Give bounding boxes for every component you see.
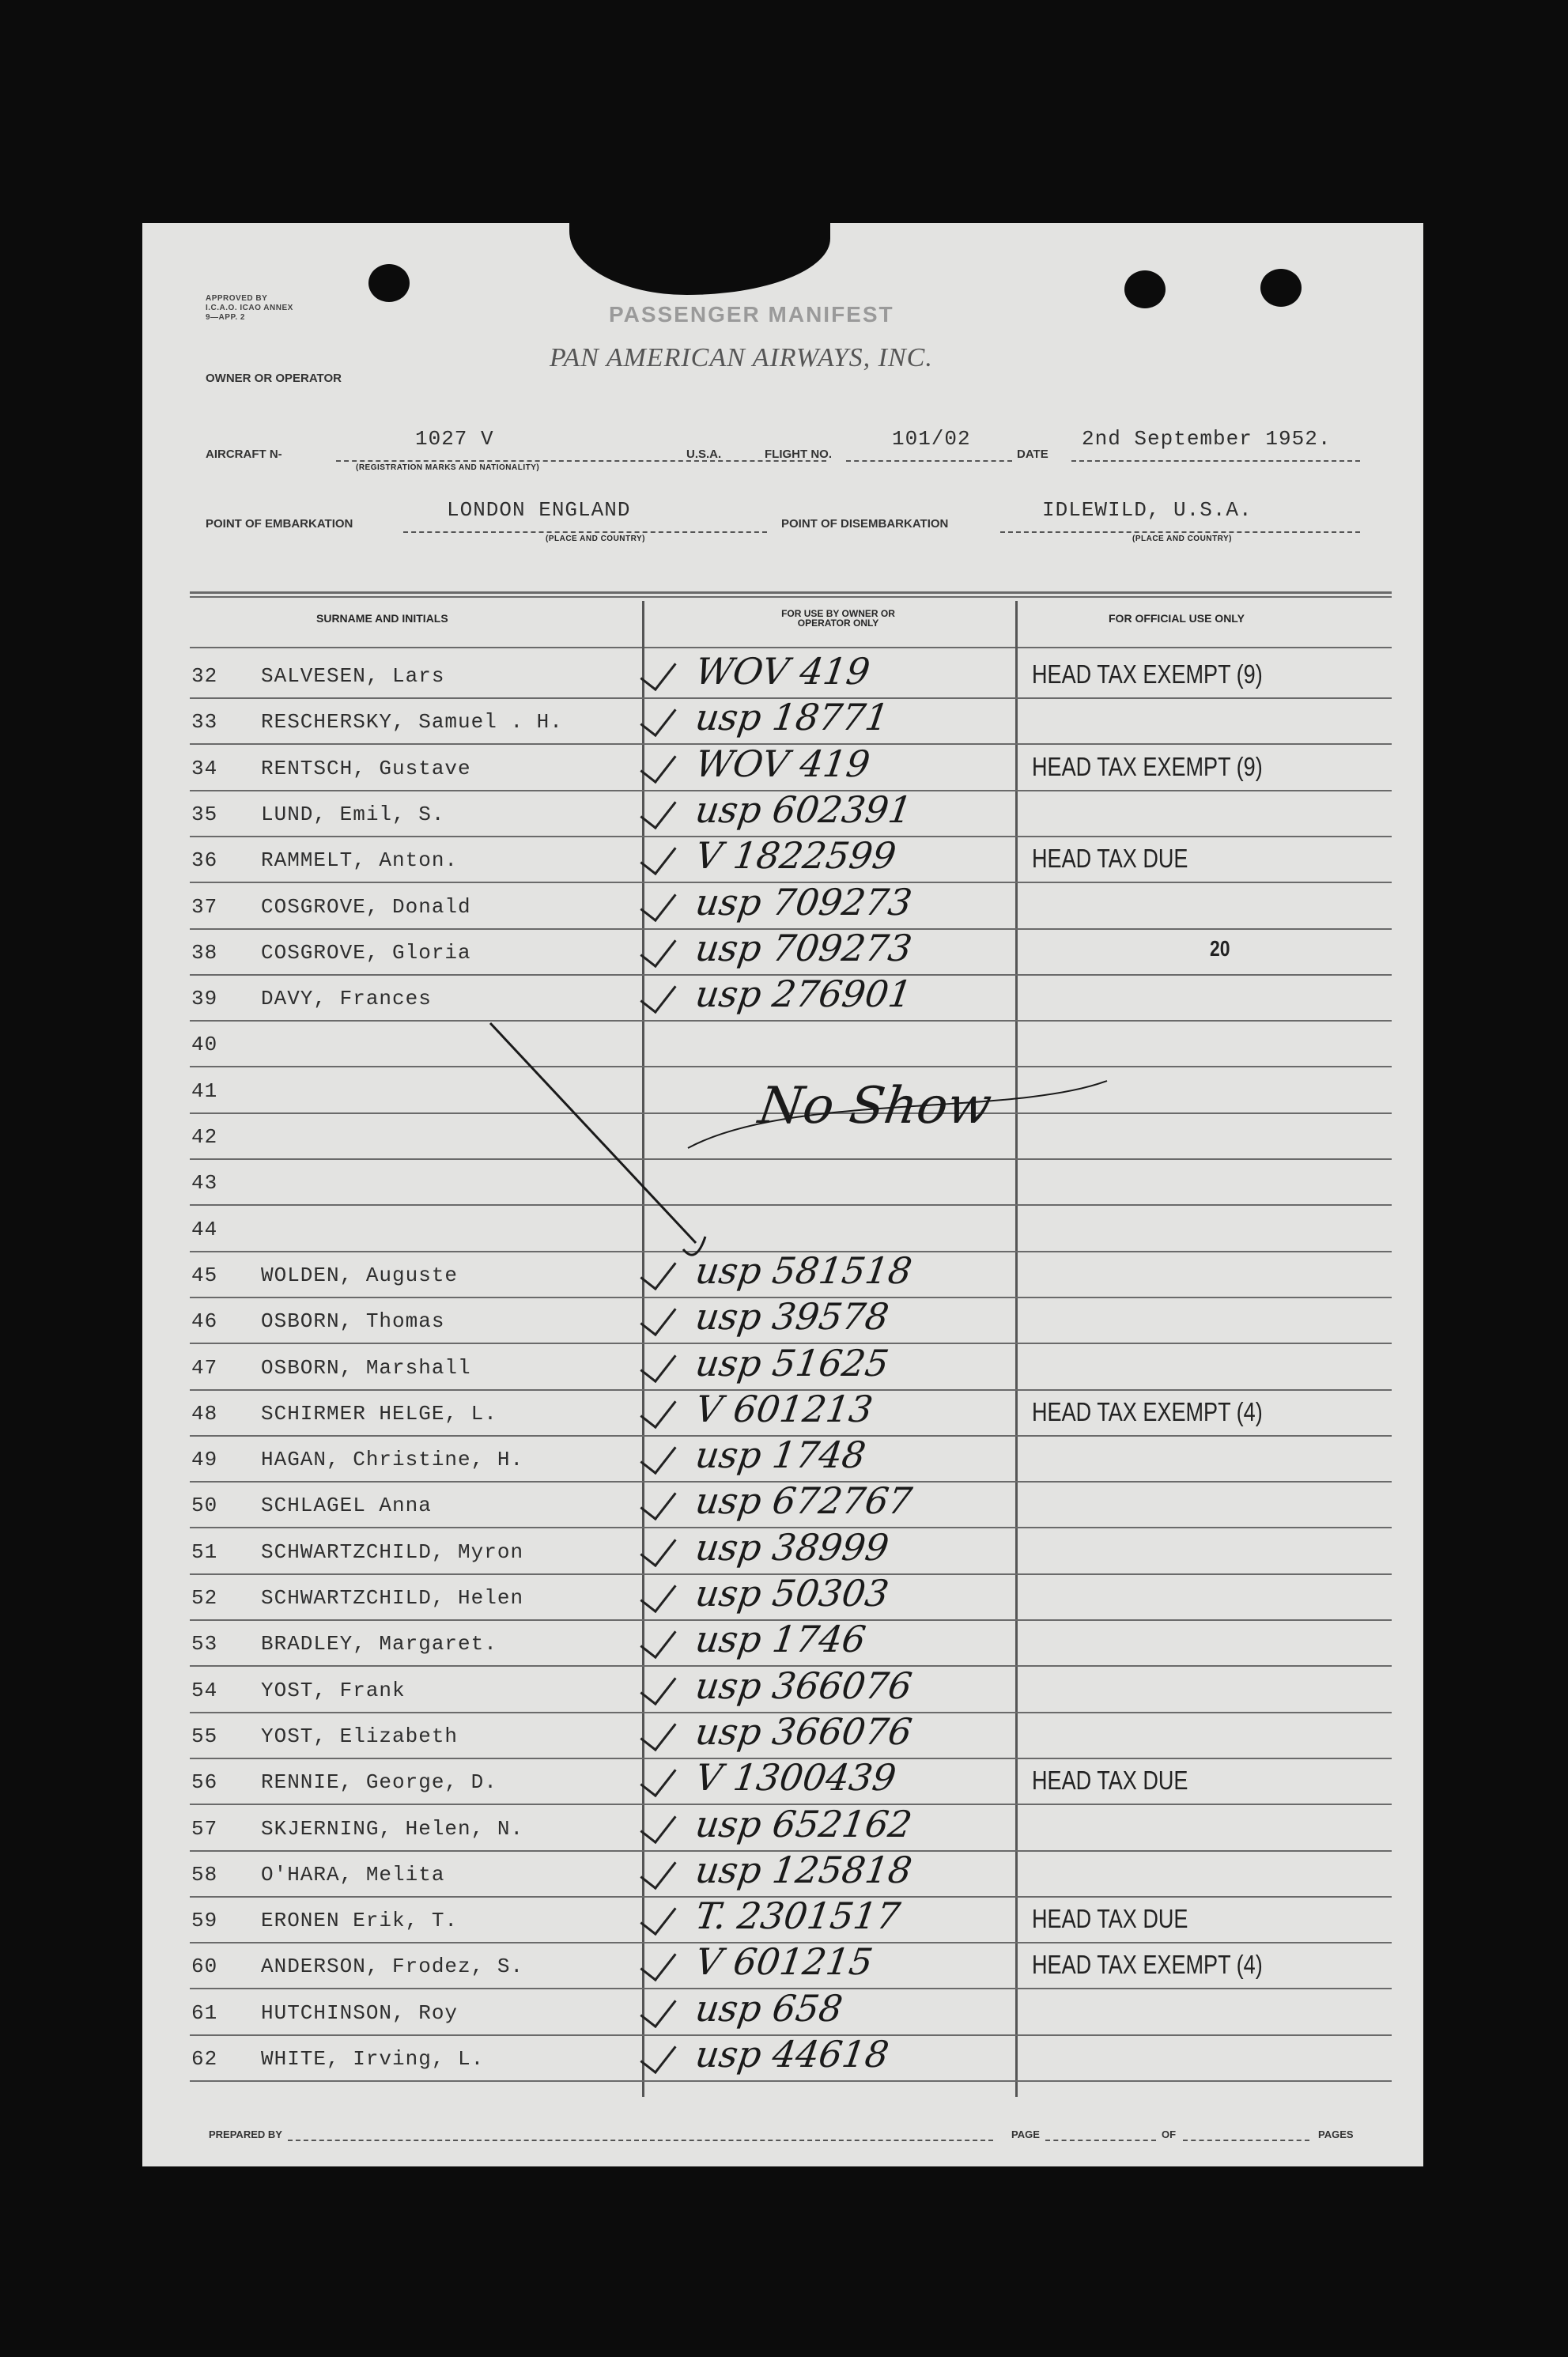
- checkmark-icon: [640, 1343, 676, 1382]
- row-number: 33: [191, 710, 218, 735]
- travel-document-number: usp 709273: [693, 880, 915, 924]
- aircraft-caption: (REGISTRATION MARKS AND NATIONALITY): [356, 463, 540, 472]
- checkmark-icon: [640, 791, 676, 829]
- row-number: 37: [191, 894, 218, 919]
- usa-label: U.S.A.: [686, 448, 722, 461]
- travel-document-number: usp 18771: [693, 696, 892, 739]
- no-show-annotation: No Show: [754, 1077, 996, 1135]
- checkmark-icon: [640, 744, 676, 783]
- flight-value: 101/02: [892, 427, 971, 451]
- punch-hole-left: [368, 264, 410, 302]
- checkmark-icon: [640, 1943, 676, 1981]
- checkmark-icon: [640, 1252, 676, 1290]
- row-number: 51: [191, 1539, 218, 1564]
- travel-document-number: usp 50303: [693, 1572, 892, 1615]
- row-rule: [190, 1204, 1392, 1206]
- row-number: 53: [191, 1632, 218, 1656]
- passenger-name: WOLDEN, Auguste: [261, 1263, 459, 1287]
- passenger-name: BRADLEY, Margaret.: [261, 1632, 497, 1656]
- row-number: 34: [191, 756, 218, 780]
- row-number: 43: [191, 1171, 218, 1195]
- row-number: 57: [191, 1816, 218, 1841]
- official-stamp: HEAD TAX DUE: [1032, 1766, 1188, 1796]
- aircraft-value: 1027 V: [415, 427, 494, 451]
- form-title: PASSENGER MANIFEST: [609, 302, 894, 327]
- travel-document-number: usp 709273: [693, 926, 915, 969]
- checkmark-icon: [640, 1804, 676, 1843]
- official-stamp: 20: [1210, 935, 1230, 961]
- torn-edge: [569, 220, 830, 295]
- passenger-name: ERONEN Erik, T.: [261, 1909, 459, 1933]
- embark-value: LONDON ENGLAND: [447, 498, 631, 522]
- passenger-name: OSBORN, Thomas: [261, 1309, 445, 1334]
- passenger-name: SALVESEN, Lars: [261, 664, 445, 688]
- travel-document-number: usp 38999: [693, 1525, 892, 1569]
- checkmark-icon: [640, 1666, 676, 1705]
- flight-label: FLIGHT NO.: [765, 448, 832, 461]
- official-stamp: HEAD TAX DUE: [1032, 1904, 1188, 1934]
- row-number: 60: [191, 1955, 218, 1979]
- travel-document-number: usp 276901: [693, 973, 915, 1016]
- row-number: 62: [191, 2047, 218, 2071]
- passenger-name: HAGAN, Christine, H.: [261, 1448, 524, 1472]
- manifest-sheet: [142, 223, 1423, 2166]
- date-label: DATE: [1017, 448, 1048, 461]
- passenger-name: O'HARA, Melita: [261, 1862, 445, 1887]
- passenger-name: SCHWARTZCHILD, Myron: [261, 1539, 524, 1564]
- checkmark-icon: [640, 1297, 676, 1336]
- row-rule: [190, 1066, 1392, 1067]
- row-number: 52: [191, 1586, 218, 1610]
- travel-document-number: WOV 419: [693, 742, 873, 785]
- travel-document-number: V 1300439: [693, 1756, 899, 1800]
- checkmark-icon: [640, 1574, 676, 1613]
- checkmark-icon: [640, 975, 676, 1014]
- row-number: 39: [191, 987, 218, 1011]
- travel-document-number: V 601215: [693, 1940, 876, 1984]
- row-number: 44: [191, 1217, 218, 1241]
- official-stamp: HEAD TAX DUE: [1032, 844, 1188, 874]
- official-stamp: HEAD TAX EXEMPT (9): [1032, 659, 1263, 689]
- row-number: 58: [191, 1862, 218, 1887]
- travel-document-number: WOV 419: [693, 650, 873, 693]
- row-number: 55: [191, 1724, 218, 1748]
- col-header-owner: FOR USE BY OWNER OR OPERATOR ONLY: [781, 608, 895, 629]
- travel-document-number: usp 44618: [693, 2033, 892, 2076]
- checkmark-icon: [640, 1897, 676, 1936]
- checkmark-icon: [640, 1620, 676, 1659]
- checkmark-icon: [640, 1436, 676, 1475]
- row-number: 54: [191, 1678, 218, 1702]
- col-header-names: SURNAME AND INITIALS: [316, 612, 448, 625]
- passenger-name: RESCHERSKY, Samuel . H.: [261, 710, 563, 735]
- checkmark-icon: [640, 929, 676, 968]
- passenger-name: RAMMELT, Anton.: [261, 848, 459, 873]
- embark-caption: (PLACE AND COUNTRY): [546, 534, 645, 543]
- row-number: 36: [191, 848, 218, 873]
- travel-document-number: usp 1748: [693, 1433, 869, 1477]
- row-number: 47: [191, 1355, 218, 1380]
- travel-document-number: usp 602391: [693, 788, 915, 831]
- checkmark-icon: [640, 698, 676, 737]
- checkmark-icon: [640, 1851, 676, 1890]
- checkmark-icon: [640, 1528, 676, 1567]
- passenger-name: RENTSCH, Gustave: [261, 756, 471, 780]
- row-rule: [190, 1158, 1392, 1160]
- passenger-name: OSBORN, Marshall: [261, 1355, 471, 1380]
- row-number: 41: [191, 1078, 218, 1103]
- checkmark-icon: [640, 837, 676, 875]
- row-number: 42: [191, 1125, 218, 1149]
- page-label: PAGE: [1011, 2128, 1040, 2140]
- row-number: 48: [191, 1401, 218, 1426]
- embark-label: POINT OF EMBARKATION: [206, 517, 353, 531]
- travel-document-number: usp 652162: [693, 1802, 915, 1845]
- passenger-name: DAVY, Frances: [261, 987, 432, 1011]
- passenger-name: RENNIE, George, D.: [261, 1770, 497, 1795]
- checkmark-icon: [640, 2035, 676, 2074]
- passenger-name: SCHWARTZCHILD, Helen: [261, 1586, 524, 1610]
- row-number: 38: [191, 940, 218, 965]
- passenger-name: YOST, Elizabeth: [261, 1724, 459, 1748]
- official-stamp: HEAD TAX EXEMPT (9): [1032, 751, 1263, 781]
- row-rule: [190, 2080, 1392, 2082]
- row-number: 40: [191, 1033, 218, 1057]
- checkmark-icon: [640, 1758, 676, 1797]
- disembark-value: IDLEWILD, U.S.A.: [1042, 498, 1253, 522]
- travel-document-number: V 1822599: [693, 834, 899, 878]
- checkmark-icon: [640, 882, 676, 921]
- of-label: OF: [1162, 2128, 1177, 2140]
- travel-document-number: usp 366076: [693, 1709, 915, 1753]
- punch-hole-far-right: [1260, 269, 1302, 307]
- passenger-name: ANDERSON, Frodez, S.: [261, 1955, 524, 1979]
- row-number: 50: [191, 1494, 218, 1518]
- row-number: 46: [191, 1309, 218, 1334]
- checkmark-icon: [640, 1989, 676, 2028]
- travel-document-number: usp 125818: [693, 1848, 915, 1891]
- row-number: 56: [191, 1770, 218, 1795]
- row-rule: [190, 1020, 1392, 1022]
- date-value: 2nd September 1952.: [1082, 427, 1332, 451]
- checkmark-icon: [640, 1713, 676, 1751]
- owner-label: OWNER OR OPERATOR: [206, 372, 342, 385]
- travel-document-number: usp 672767: [693, 1479, 915, 1523]
- row-number: 49: [191, 1448, 218, 1472]
- official-stamp: HEAD TAX EXEMPT (4): [1032, 1396, 1263, 1426]
- passenger-name: WHITE, Irving, L.: [261, 2047, 485, 2071]
- passenger-name: SKJERNING, Helen, N.: [261, 1816, 524, 1841]
- operator-name: PAN AMERICAN AIRWAYS, INC.: [550, 343, 933, 372]
- row-number: 61: [191, 2000, 218, 2025]
- row-number: 45: [191, 1263, 218, 1287]
- travel-document-number: usp 366076: [693, 1664, 915, 1707]
- checkmark-icon: [640, 1390, 676, 1429]
- travel-document-number: usp 658: [693, 1986, 845, 2030]
- passenger-name: COSGROVE, Donald: [261, 894, 471, 919]
- prepared-by-label: PREPARED BY: [209, 2128, 282, 2140]
- passenger-name: SCHIRMER HELGE, L.: [261, 1401, 497, 1426]
- travel-document-number: T. 2301517: [693, 1894, 903, 1938]
- official-stamp: HEAD TAX EXEMPT (4): [1032, 1950, 1263, 1980]
- row-number: 32: [191, 664, 218, 688]
- aircraft-label: AIRCRAFT N-: [206, 448, 282, 461]
- travel-document-number: V 601213: [693, 1387, 876, 1430]
- punch-hole-right: [1124, 270, 1166, 308]
- passenger-name: LUND, Emil, S.: [261, 802, 445, 826]
- travel-document-number: usp 581518: [693, 1248, 915, 1292]
- approval-note: APPROVED BY I.C.A.O. ICAO ANNEX 9—APP. 2: [206, 294, 293, 322]
- disembark-caption: (PLACE AND COUNTRY): [1132, 534, 1232, 543]
- pages-label: PAGES: [1318, 2128, 1354, 2140]
- travel-document-number: usp 39578: [693, 1295, 892, 1339]
- row-number: 59: [191, 1909, 218, 1933]
- passenger-name: COSGROVE, Gloria: [261, 940, 471, 965]
- passenger-name: HUTCHINSON, Roy: [261, 2000, 459, 2025]
- travel-document-number: usp 1746: [693, 1618, 869, 1661]
- passenger-name: SCHLAGEL Anna: [261, 1494, 432, 1518]
- travel-document-number: usp 51625: [693, 1341, 892, 1384]
- passenger-name: YOST, Frank: [261, 1678, 406, 1702]
- row-number: 35: [191, 802, 218, 826]
- checkmark-icon: [640, 1482, 676, 1520]
- checkmark-icon: [640, 652, 676, 691]
- col-header-official: FOR OFFICIAL USE ONLY: [1109, 612, 1245, 625]
- disembark-label: POINT OF DISEMBARKATION: [781, 517, 949, 531]
